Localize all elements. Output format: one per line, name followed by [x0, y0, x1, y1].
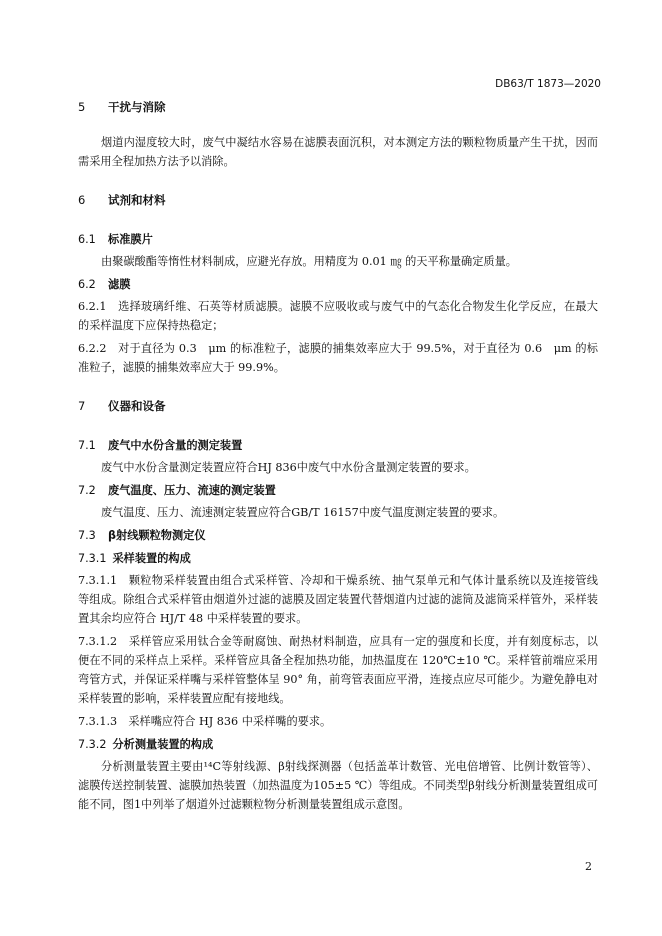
- paragraph: 烟道内湿度较大时，废气中凝结水容易在滤膜表面沉积，对本测定方法的颗粒物质量产生干扰，因而需采用全程加热方法予以消除。: [78, 136, 598, 168]
- section-6-2-heading: [78, 275, 598, 294]
- paragraph: 废气中水份含量测定装置应符合HJ 836中废气中水份含量测定装置的要求。: [101, 461, 476, 474]
- section-number: 6.2: [78, 278, 96, 291]
- section-6-1-heading: [78, 230, 598, 249]
- section-number: 5: [78, 100, 86, 114]
- section-7-2-heading: [78, 481, 598, 500]
- section-5-heading: [78, 98, 598, 117]
- section-title: 废气中水份含量的测定装置: [108, 439, 243, 452]
- section-title: 干扰与消除: [108, 100, 166, 114]
- section-7-1-heading: [78, 436, 598, 455]
- section-number: 7.2: [78, 484, 96, 497]
- section-7-3-1-heading: [78, 549, 598, 568]
- section-title: 采样装置的构成: [112, 552, 191, 565]
- clause-7-3-1-3: 7.3.1.3 采样嘴应符合 HJ 836 中采样嘴的要求。: [78, 715, 332, 728]
- section-title: 滤膜: [108, 278, 131, 291]
- section-title: 分析测量装置的构成: [112, 738, 214, 751]
- section-number: 7: [78, 399, 86, 413]
- section-title: 标准膜片: [108, 233, 153, 246]
- section-number: 7.1: [78, 439, 96, 452]
- section-number: 7.3.1: [78, 552, 107, 565]
- section-title: 试剂和材料: [108, 193, 166, 207]
- page-number: 2: [585, 860, 592, 873]
- section-6-heading: [78, 191, 598, 210]
- clause-6-2-1: 6.2.1 选择玻璃纤维、石英等材质滤膜。滤膜不应吸收或与废气中的气态化合物发生化学反应，在最大的采样温度下应保持热稳定；: [78, 300, 598, 332]
- section-title: 仪器和设备: [108, 399, 166, 413]
- section-7-3-2-heading: [78, 735, 598, 754]
- section-number: 6.1: [78, 233, 96, 246]
- clause-7-3-1-2: 7.3.1.2 采样管应采用钛合金等耐腐蚀、耐热材料制造，应具有一定的强度和长度，并有刻度标志，以便在不同的采样点上采样。采样管应具备全程加热功能，加热温度在 120℃±10 ℃。采样管前端应采用弯管方式，并保证采样嘴与采样管整体呈 90° 角，前弯管表面应平滑，连接点应尽可能少。为避免静电对采样装置的影响，采样装置应配有接地线。: [78, 635, 598, 705]
- section-title: 废气温度、压力、流速的测定装置: [108, 484, 276, 497]
- section-title: β射线颗粒物测定仪: [108, 529, 206, 542]
- clause-6-2-2: 6.2.2 对于直径为 0.3 μm 的标准粒子，滤膜的捕集效率应大于 99.5%，对于直径为 0.6 μm 的标准粒子，滤膜的捕集效率应大于 99.9%。: [78, 342, 598, 374]
- section-number: 6: [78, 193, 86, 207]
- section-number: 7.3.2: [78, 738, 107, 751]
- document-body: [78, 92, 598, 818]
- paragraph: 由聚碳酸酯等惰性材料制成，应避光存放。用精度为 0.01 ㎎ 的天平称量确定质量。: [101, 255, 517, 268]
- clause-7-3-1-1: 7.3.1.1 颗粒物采样装置由组合式采样管、冷却和干燥系统、抽气泵单元和气体计量系统以及连接管线等组成。除组合式采样管由烟道外过滤的滤膜及固定装置代替烟道内过滤的滤筒及滤筒采样管外，采样装置其余均应符合 HJ/T 48 中采样装置的要求。: [78, 574, 598, 625]
- section-7-heading: [78, 397, 598, 416]
- document-id: DB63/T 1873—2020: [495, 78, 601, 90]
- section-number: 7.3: [78, 529, 96, 542]
- section-7-3-heading: [78, 526, 598, 545]
- paragraph: 分析测量装置主要由¹⁴C等射线源、β射线探测器（包括盖革计数管、光电倍增管、比例计数管等）、滤膜传送控制装置、滤膜加热装置（加热温度为105±5 ℃）等组成。不同类型β射线分析测量装置组成可能不同，图1中列举了烟道外过滤颗粒物分析测量装置组成示意图。: [78, 760, 598, 811]
- paragraph: 废气温度、压力、流速测定装置应符合GB/T 16157中废气温度测定装置的要求。: [101, 506, 505, 519]
